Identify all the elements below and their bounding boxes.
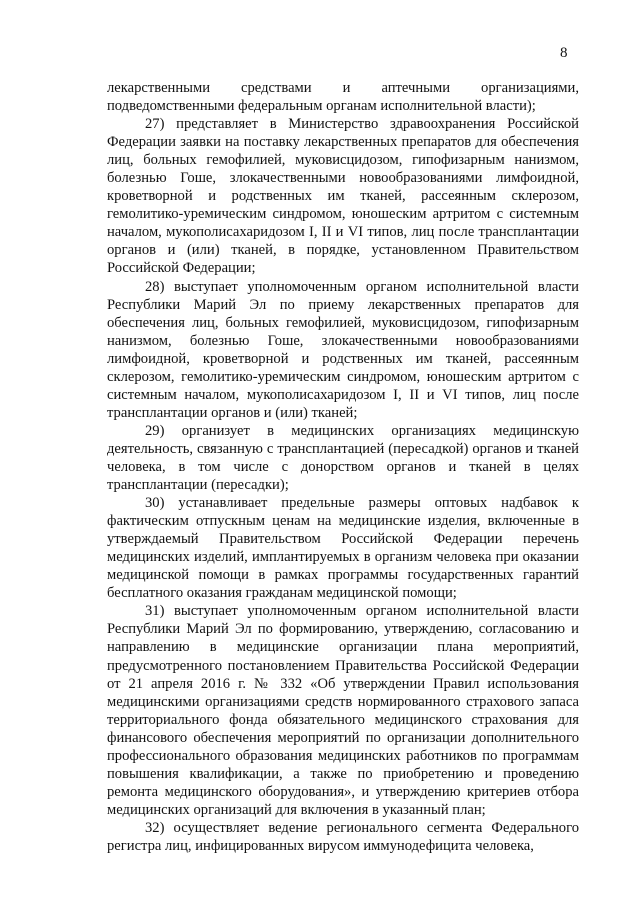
document-body [107,79,579,855]
page-number: 8 [560,45,568,61]
paragraph-item-32: 32) осуществляет ведение регионального сегмента Федерального регистра лиц, инфицированных вирусом иммунодефицита человека, [107,819,579,854]
paragraph-item-28: 28) выступает уполномоченным органом исполнительной власти Республики Марий Эл по приему лекарственных препаратов для обеспечения лиц, больных гемофилией, муковисцидозом, гипофизарным нанизмом, болезнью Гоше, злокачественными новообразованиями лимфоидной, кроветворной и родственных им тканей, рассеянным склерозом, гемолитико-уремическим синдромом, юношеским артритом с системным началом, мукополисахаридозом I, II и VI типов, лиц после трансплантации органов и (или) тканей; [107,278,579,421]
paragraph-item-31: 31) выступает уполномоченным органом исполнительной власти Республики Марий Эл по формированию, утверждению, согласованию и направлению в медицинские организации плана мероприятий, предусмотренного постановлением Правительства Российской Федерации от 21 апреля 2016 г. № 332 «Об утверждении Правил использования медицинскими организациями средств нормированного страхового запаса территориального фонда обязательного медицинского страхования для финансового обеспечения мероприятий по организации дополнительного профессионального образования медицинских работников по программам повышения квалификации, а также по приобретению и проведению ремонта медицинского оборудования», и утверждению критериев отбора медицинских организаций для включения в указанный план; [107,603,579,818]
paragraph-item-29: 29) организует в медицинских организациях медицинскую деятельность, связанную с трансплантацией (пересадкой) органов и тканей человека, в том числе с донорством органов и тканей в целях трансплантации (пересадки); [107,422,579,494]
paragraph-item-27: 27) представляет в Министерство здравоохранения Российской Федерации заявки на поставку лекарственных препаратов для обеспечения лиц, больных гемофилией, муковисцидозом, гипофизарным нанизмом, болезнью Гоше, злокачественными новообразованиями лимфоидной, кроветворной и родственных им тканей, рассеянным склерозом, гемолитико-уремическим синдромом, юношеским артритом с системным началом, мукополисахаридозом I, II и VI типов, лиц после трансплантации органов и (или) тканей, в порядке, установленном Правительством Российской Федерации; [107,116,579,277]
paragraph-item-30: 30) устанавливает предельные размеры оптовых надбавок к фактическим отпускным ценам на медицинские изделия, включенные в утверждаемый Правительством Российской Федерации перечень медицинских изделий, имплантируемых в организм человека при оказании медицинской помощи в рамках программы государственных гарантий бесплатного оказания гражданам медицинской помощи; [107,495,579,602]
paragraph-continuation: лекарственными средствами и аптечными организациями, подведомственными федеральным органам исполнительной власти); [107,80,579,115]
